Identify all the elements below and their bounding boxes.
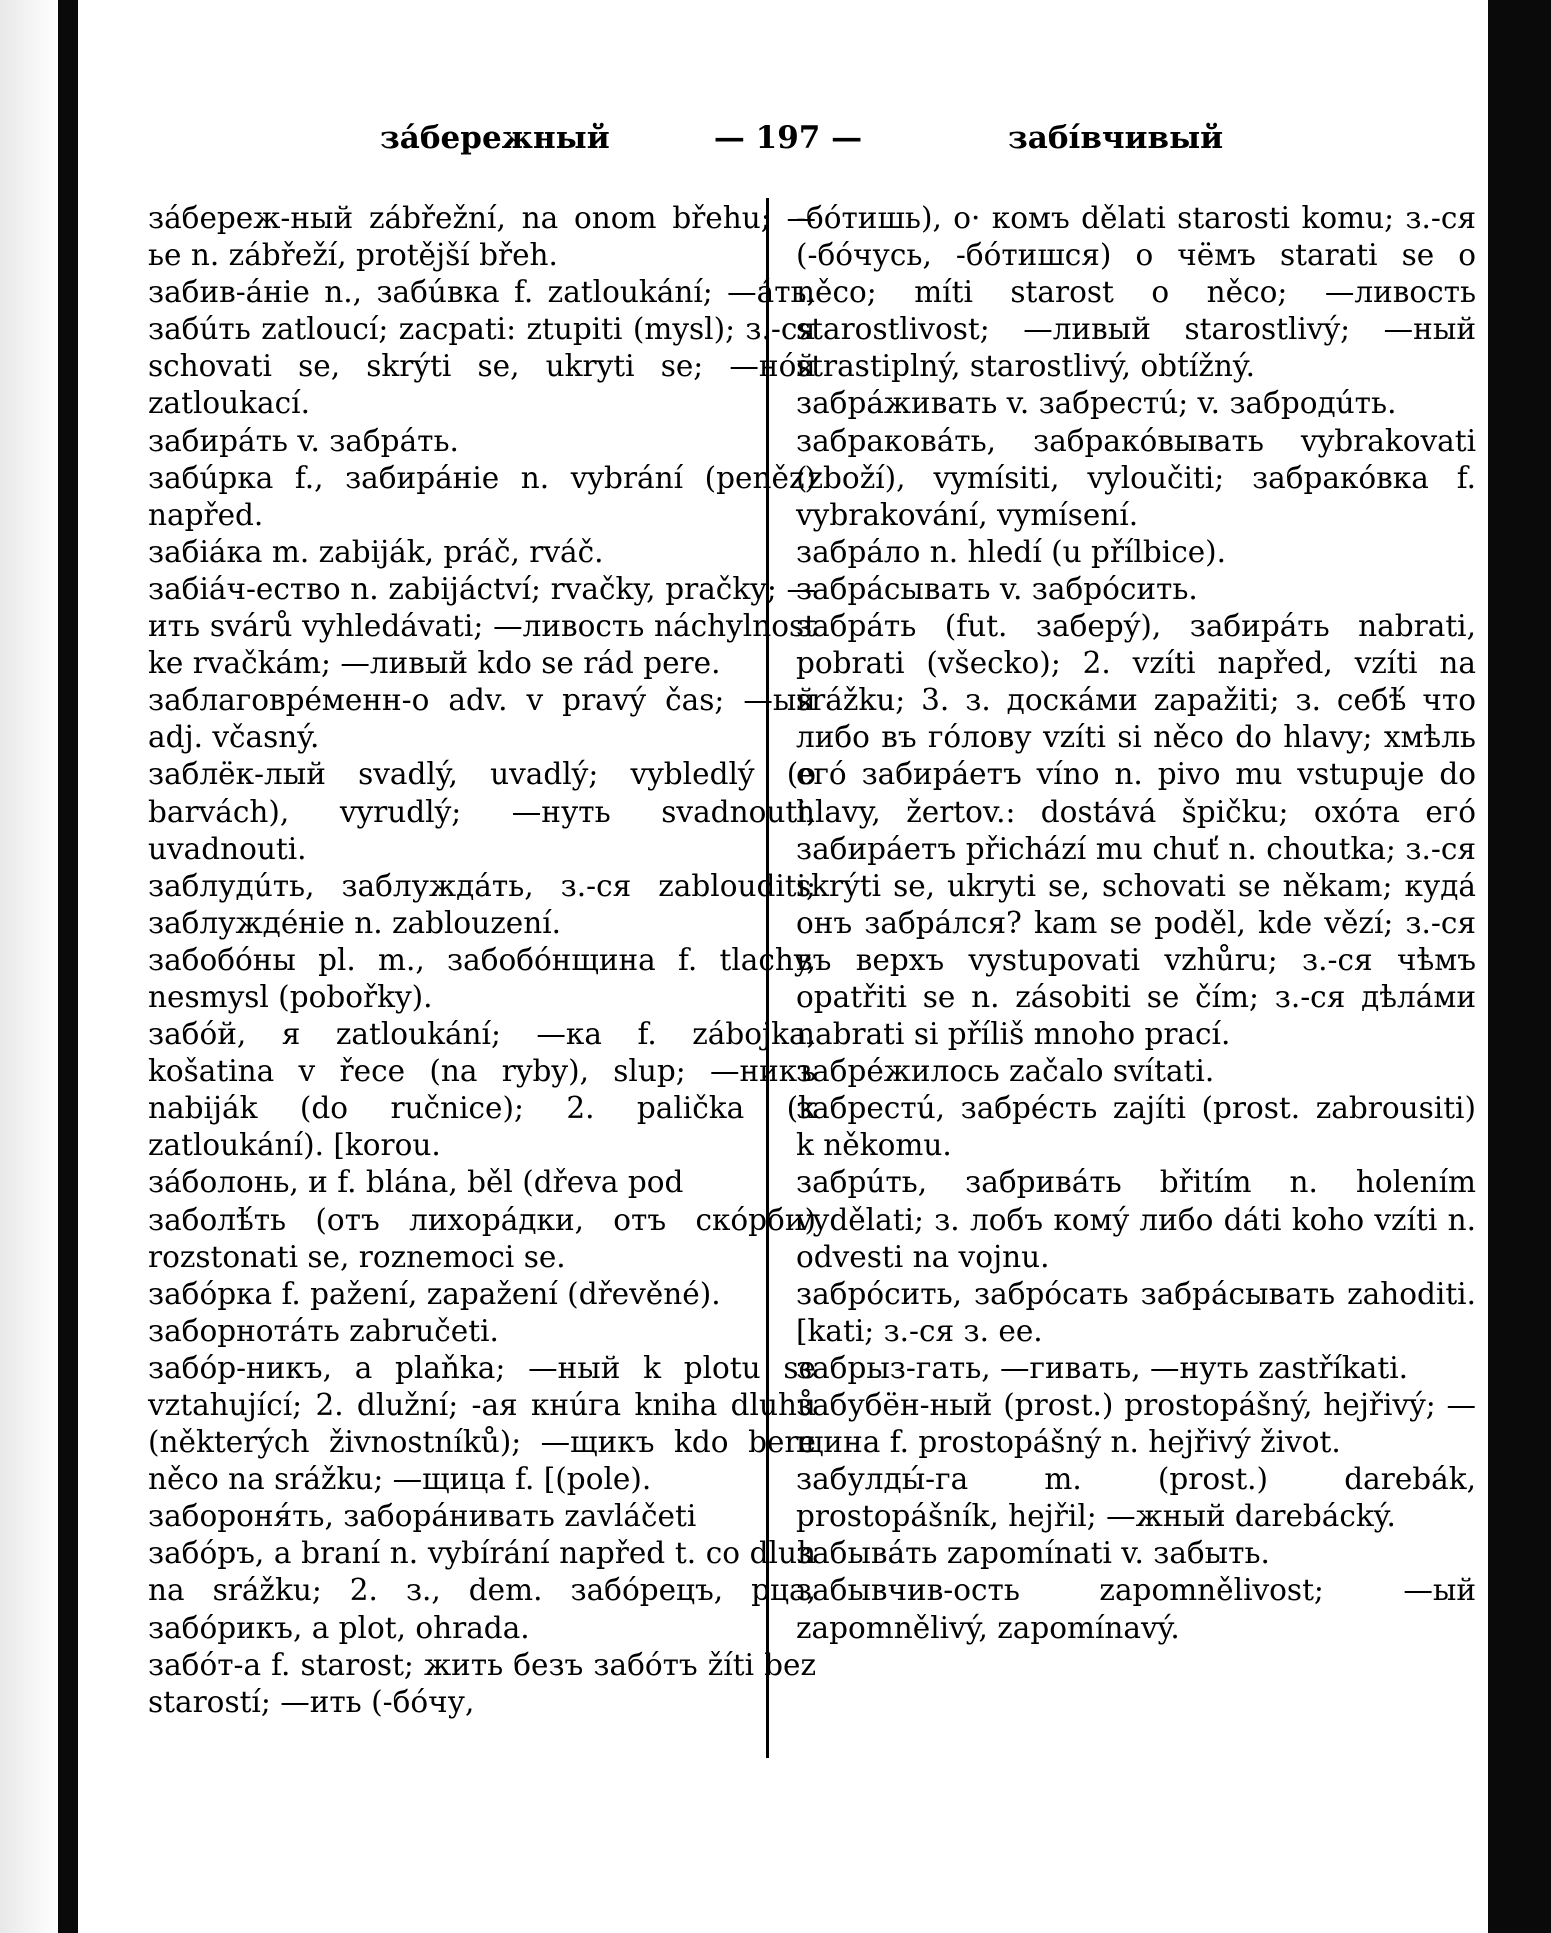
dictionary-entry: забрыз-гать, —гивать, —нуть zastříkati. (796, 1350, 1409, 1385)
dictionary-entry: забóй, я zatloukání; —ка f. zábojka, košatina v řece (na ryby), slup; —никъ nabiják (do ručnice); 2. palička (k zatloukání). [korou. (148, 1017, 816, 1163)
dictionary-entry: забывáть zapomínati v. забыть. (796, 1536, 1270, 1571)
dictionary-entry: забіáка m. zabiják, práč, rváč. (148, 534, 604, 569)
dictionary-entry: забулды́-га m. (prost.) darebák, prostopášník, hejřil; —жный darebácký. (796, 1462, 1476, 1534)
dictionary-entry: забив-áніе n., забúвка f. zatloukání; —áть, забúть zatloucí; zacpati: ztupiti (mysl); з.-ся schovati se, skrýti se, ukryti se; —нóй zatloukací. (148, 275, 816, 421)
previous-page-edge (0, 0, 58, 1933)
dictionary-entry: заблудúть, заблуждáть, з.-ся zablouditi; заблуждéніе n. zablouzení. (148, 868, 816, 940)
dictionary-entry: зáбереж-ный zábřežní, na onom břehu; —ье n. zábřeží, protější břeh. (148, 201, 816, 273)
dictionary-entry: забрáло n. hledí (u přílbice). (796, 534, 1227, 569)
dictionary-entry: забрестú, забрéсть zajíti (prost. zabrousiti) k někomu. (796, 1091, 1476, 1163)
dictionary-entry: забóт-а f. starost; жить безъ забóтъ žíti bez starostí; —ить (-бóчу, (148, 1647, 816, 1719)
header-left-guide-word: зáбережный (380, 120, 610, 156)
dictionary-entry: забрóсить, забрóсать забрáсывать zahoditi. [kati; з.-ся з. ее. (796, 1276, 1476, 1348)
dictionary-entry: забіáч-ество n. zabijáctví; rvačky, pračky; —ить svárů vyhledávati; —ливость náchylnost ke rvačkám; —ливый kdo se rád pere. (148, 571, 816, 681)
dictionary-entry: забрáживать v. забрестú; v. забродúть. (796, 386, 1397, 421)
dictionary-page (78, 0, 1488, 1933)
dictionary-entry: забирáть v. забрáть. (148, 423, 459, 458)
dictionary-entry: забороня́ть, заборáнивать zavláčeti (148, 1499, 697, 1534)
dictionary-entry: заборнотáть zabručeti. (148, 1313, 499, 1348)
dictionary-entry: заблёк-лый svadlý, uvadlý; vybledlý (o barvách), vyrudlý; —нуть svadnouti, uvadnouti. (148, 757, 816, 866)
dictionary-entry: зáболонь, и f. blána, běl (dřeva pod (148, 1165, 684, 1200)
dictionary-entry: забóрка f. pažení, zapažení (dřevěné). (148, 1276, 721, 1311)
dictionary-entry: забрúть, забривáть břitím n. holením vydělati; з. лобъ комý либо dáti koho vzíti n. odvesti na vojnu. (796, 1165, 1476, 1274)
dictionary-entry: забúрка f., забирáніе n. vybrání (peněz) napřed. (148, 460, 816, 532)
dictionary-entry: забывчив-ость zapomnělivost; —ый zapomnělivý, zapomínavý. (796, 1573, 1476, 1645)
dictionary-entry: заблаговрéменн-о adv. v pravý čas; —ый adj. včasný. (148, 683, 816, 755)
dictionary-entry: забрáть (fut. заберý), забирáть nabrati, pobrati (všecko); 2. vzíti napřed, vzíti na srážku; 3. з. доскáми zapažiti; з. себѣ́ что либо въ гóлову vzíti si něco do hlavy; хмѣль егó забирáетъ víno n. pivo mu vstupuje do hlavy, žertov.: dostává špičku; охóта егó забирáетъ přichází mu chuť n. choutka; з.-ся skrýti se, ukryti se, schovati se někam; кудá онъ забрáлся? kam se poděl, kde vězí; з.-ся въ верхъ vystupovati vzhůru; з.-ся чѣмъ opatřiti se n. zásobiti se čím; з.-ся дѣлáми nabrati si příliš mnoho prací. (796, 609, 1476, 1052)
dictionary-entry: -бóтишь), о· комъ dělati starosti komu; з.-ся (-бóчусь, -бóтишся) о чёмъ starati se o něco; míti starost o něco; —ливость starostlivost; —ливый starostlivý; —ный strastiplný, starostlivý, obtížný. (796, 201, 1476, 384)
dictionary-entry: забрéжилось začalo svítati. (796, 1054, 1215, 1089)
left-column (148, 200, 816, 1721)
dictionary-entry: забрáсывать v. забрóсить. (796, 571, 1198, 606)
dictionary-entry: забóр-никъ, а plaňka; —ный k plotu se vztahující; 2. dlužní; -ая кнúга kniha dluhů (některých živnostníků); —щикъ kdo bere něco na srážku; —щица f. [(pole). (148, 1350, 816, 1497)
dictionary-entry: забубён-ный (prost.) prostopášný, hejřivý; —щина f. prostopášný n. hejřivý život. (796, 1388, 1476, 1460)
dictionary-entry: забраковáть, забракóвывать vybrakovati (zboží), vymísiti, vyloučiti; забракóвка f. vybrakování, vymísení. (796, 423, 1476, 532)
dictionary-entry: забóръ, а braní n. vybírání napřed t. co dluh na srážku; 2. з., dem. забóрецъ, рца, забóрикъ, а plot, ohrada. (148, 1536, 816, 1645)
right-column (796, 200, 1476, 1647)
dictionary-entry: заболѣ́ть (отъ лихорáдки, отъ скóрби) rozstonati se, roznemoci se. (148, 1202, 816, 1274)
header-right-guide-word: забíвчивый (1008, 120, 1224, 156)
dictionary-entry: забобóны pl. m., забобóнщина f. tlachy, nesmysl (pobořky). (148, 942, 816, 1014)
page-number: — 197 — (713, 120, 863, 156)
